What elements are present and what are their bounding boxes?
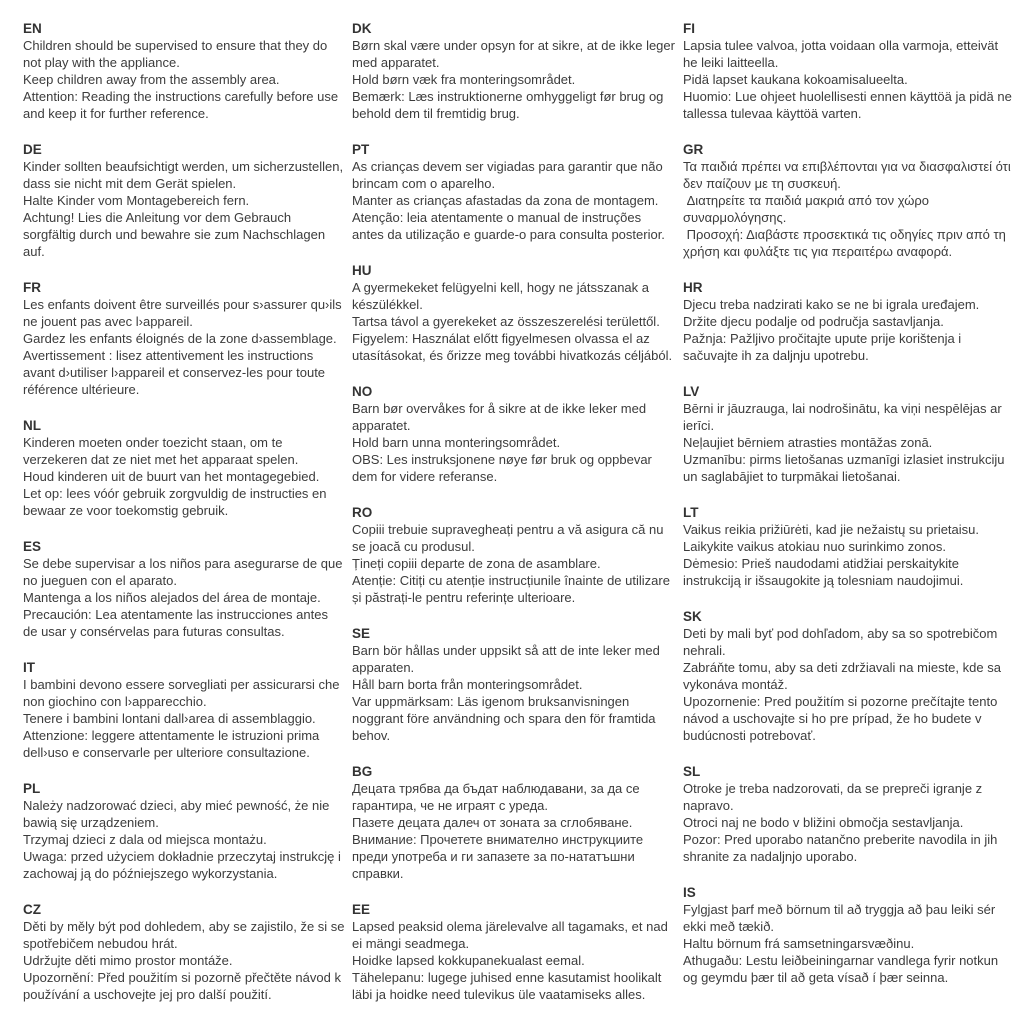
sentence: Houd kinderen uit de buurt van het montagegebied. — [23, 469, 320, 484]
sentence: Attention: Reading the instructions carefully before use and keep it for further reference. — [23, 89, 342, 121]
sentence: Fylgjast þarf með börnum til að tryggja að þau leiki sér ekki með tækið. — [683, 902, 999, 934]
lang-code-de: DE — [23, 142, 42, 157]
section-fr — [23, 279, 345, 398]
sentence: Lapsia tulee valvoa, jotta voidaan olla varmoja, etteivät he leiki laitteella. — [683, 38, 1002, 70]
sentence: As crianças devem ser vigiadas para garantir que não brincam com o aparelho. — [352, 159, 667, 191]
section-sl — [683, 763, 1013, 865]
column-1 — [23, 20, 349, 1022]
sentence: Børn skal være under opsyn for at sikre, at de ikke leger med apparatet. — [352, 38, 679, 70]
section-it — [23, 659, 345, 761]
sentence: Haltu börnum frá samsetningarsvæðinu. — [683, 936, 915, 951]
section-de — [23, 141, 345, 260]
sentence: Tenere i bambini lontani dall›area di assemblaggio. — [23, 711, 316, 726]
sentence: Athugaðu: Lestu leiðbeiningarnar vandlega fyrir notkun og geymdu þær til að geta vísað í þær seinna. — [683, 953, 1002, 985]
sentence: Пазете децата далеч от зоната за сглобяване. — [352, 815, 633, 830]
section-cz — [23, 901, 349, 1003]
sentence: Uzmanību: pirms lietošanas uzmanīgi izlasiet instrukciju un saglabājiet to turpmākai lietošanai. — [683, 452, 1009, 484]
lang-code-lt: LT — [683, 505, 699, 520]
sentence: Внимание: Прочетете внимателно инструкциите преди употреба и ги запазете за по-нататъшни справки. — [352, 832, 647, 881]
section-es — [23, 538, 345, 640]
sentence: Tartsa távol a gyerekeket az összeszerelési területtől. — [352, 314, 660, 329]
section-lt — [683, 504, 1013, 589]
sentence: Attenzione: leggere attentamente le istruzioni prima dell›uso e conservarle per ulteriore consultazione. — [23, 728, 323, 760]
sentence: Trzymaj dzieci z dala od miejsca montażu. — [23, 832, 267, 847]
sentence: Var uppmärksam: Läs igenom bruksanvisningen noggrant före användning och spara den för framtida behov. — [352, 694, 660, 743]
lang-code-hu: HU — [352, 263, 372, 278]
section-hu — [352, 262, 676, 364]
sentence: Les enfants doivent être surveillés pour s›assurer qu›ils ne jouent pas avec l›appareil. — [23, 297, 346, 329]
sentence: Barn bör hållas under uppsikt så att de inte leker med apparaten. — [352, 643, 664, 675]
sentence: Διατηρείτε τα παιδιά μακριά από τον χώρο συναρμολόγησης. — [683, 193, 933, 225]
lang-code-pt: PT — [352, 142, 370, 157]
lang-code-pl: PL — [23, 781, 41, 796]
section-lv — [683, 383, 1013, 485]
sentence: Kinderen moeten onder toezicht staan, om te verzekeren dat ze niet met het apparaat spelen. — [23, 435, 299, 467]
lang-code-nl: NL — [23, 418, 41, 433]
sentence: Țineți copiii departe de zona de asamblare. — [352, 556, 601, 571]
section-hr — [683, 279, 1013, 364]
lang-code-ro: RO — [352, 505, 373, 520]
sentence: Децата трябва да бъдат наблюдавани, за да се гарантира, че не играят с уреда. — [352, 781, 644, 813]
sentence: Keep children away from the assembly area. — [23, 72, 280, 87]
lang-code-it: IT — [23, 660, 35, 675]
sentence: Pažnja: Pažljivo pročitajte upute prije korištenja i sačuvajte ih za daljnju upotrebu. — [683, 331, 965, 363]
sentence: Lapsed peaksid olema järelevalve all tagamaks, et nad ei mängi seadmega. — [352, 919, 672, 951]
lang-code-fi: FI — [683, 21, 695, 36]
sentence: Atenție: Citiți cu atenție instrucțiunile înainte de utilizare și păstrați-le pentru referințe ulterioare. — [352, 573, 674, 605]
sentence: Neļaujiet bērniem atrasties montāžas zonā. — [683, 435, 933, 450]
sentence: Otroci naj ne bodo v bližini območja sestavljanja. — [683, 815, 964, 830]
sentence: Bērni ir jāuzrauga, lai nodrošinātu, ka viņi nespēlējas ar ierīci. — [683, 401, 1006, 433]
sentence: OBS: Les instruksjonene nøye før bruk og oppbevar dem for videre referanse. — [352, 452, 656, 484]
sentence: Należy nadzorować dzieci, aby mieć pewność, że nie bawią się urządzeniem. — [23, 798, 333, 830]
lang-code-fr: FR — [23, 280, 41, 295]
sentence: Children should be supervised to ensure that they do not play with the appliance. — [23, 38, 331, 70]
section-no — [352, 383, 676, 485]
column-3 — [683, 20, 1016, 1005]
section-bg — [352, 763, 676, 882]
section-dk — [352, 20, 679, 122]
sentence: Figyelem: Használat előtt figyelmesen olvassa el az utasításokat, és őrizze meg további hivatkozás céljából. — [352, 331, 673, 363]
sentence: Hoidke lapsed kokkupanekualast eemal. — [352, 953, 585, 968]
sentence: Uwaga: przed użyciem dokładnie przeczytaj instrukcję i zachowaj ją do późniejszego wykorzystania. — [23, 849, 345, 881]
lang-code-ee: EE — [352, 902, 371, 917]
sentence: Pidä lapset kaukana kokoamisalueelta. — [683, 72, 908, 87]
lang-code-gr: GR — [683, 142, 704, 157]
sentence: Halte Kinder vom Montagebereich fern. — [23, 193, 250, 208]
sentence: Vaikus reikia prižiūrėti, kad jie nežaistų su prietaisu. — [683, 522, 980, 537]
section-nl — [23, 417, 345, 519]
sentence: Dėmesio: Prieš naudodami atidžiai perskaitykite instrukciją ir išsaugokite ją tolesniam naudojimui. — [683, 556, 964, 588]
column-2 — [352, 20, 679, 1022]
lang-code-dk: DK — [352, 21, 372, 36]
sentence: Manter as crianças afastadas da zona de montagem. — [352, 193, 659, 208]
lang-code-se: SE — [352, 626, 371, 641]
sentence: Atenção: leia atentamente o manual de instruções antes da utilização e guarde-o para consulta posterior. — [352, 210, 665, 242]
lang-code-no: NO — [352, 384, 373, 399]
sentence: Barn bør overvåkes for å sikre at de ikke leker med apparatet. — [352, 401, 650, 433]
sentence: A gyermekeket felügyelni kell, hogy ne játsszanak a készülékkel. — [352, 280, 653, 312]
lang-code-bg: BG — [352, 764, 373, 779]
lang-code-cz: CZ — [23, 902, 41, 917]
sentence: Avertissement : lisez attentivement les instructions avant d›utiliser l›appareil et conservez-les pour toute référence ultérieure. — [23, 348, 329, 397]
lang-code-sl: SL — [683, 764, 701, 779]
sentence: Achtung! Lies die Anleitung vor dem Gebrauch sorgfältig durch und bewahre sie zum Nachschlagen auf. — [23, 210, 329, 259]
lang-code-sk: SK — [683, 609, 702, 624]
sentence: I bambini devono essere sorvegliati per assicurarsi che non giochino con l›apparecchio. — [23, 677, 344, 709]
sentence: Copiii trebuie supravegheați pentru a vă asigura că nu se joacă cu produsul. — [352, 522, 668, 554]
sentence: Zabráňte tomu, aby sa deti zdržiavali na mieste, kde sa vykonáva montáž. — [683, 660, 1005, 692]
sentence: Se debe supervisar a los niños para asegurarse de que no jueguen con el aparato. — [23, 556, 347, 588]
section-en — [23, 20, 345, 122]
sentence: Laikykite vaikus atokiau nuo surinkimo zonos. — [683, 539, 947, 554]
section-se — [352, 625, 676, 744]
sentence: Deti by mali byť pod dohľadom, aby sa so spotrebičom nehrali. — [683, 626, 1001, 658]
sentence: Udržujte děti mimo prostor montáže. — [23, 953, 233, 968]
sentence: Děti by měly být pod dohledem, aby se zajistilo, že si se spotřebičem nebudou hrát. — [23, 919, 349, 951]
sentence: Let op: lees vóór gebruik zorgvuldig de instructies en bewaar ze voor toekomstig gebruik. — [23, 486, 331, 518]
sentence: Hold barn unna monteringsområdet. — [352, 435, 561, 450]
sentence: Kinder sollten beaufsichtigt werden, um sicherzustellen, dass sie nicht mit dem Gerät spielen. — [23, 159, 347, 191]
sentence: Hold børn væk fra monteringsområdet. — [352, 72, 576, 87]
lang-code-lv: LV — [683, 384, 700, 399]
sentence: Djecu treba nadzirati kako se ne bi igrala uređajem. — [683, 297, 980, 312]
sentence: Προσοχή: Διαβάστε προσεκτικά τις οδηγίες πριν από τη χρήση και φυλάξτε τις για περαιτέρω αναφορά. — [683, 227, 1010, 259]
section-pl — [23, 780, 345, 882]
lang-code-is: IS — [683, 885, 696, 900]
section-fi — [683, 20, 1016, 122]
section-sk — [683, 608, 1013, 744]
sentence: Upozornenie: Pred použitím si pozorne prečítajte tento návod a uschovajte si ho pre prípad, že ho budete v budúcnosti potrebovať. — [683, 694, 1001, 743]
sentence: Precaución: Lea atentamente las instrucciones antes de usar y consérvelas para futuras consultas. — [23, 607, 332, 639]
sentence: Držite djecu podalje od područja sastavljanja. — [683, 314, 944, 329]
sentence: Τα παιδιά πρέπει να επιβλέπονται για να διασφαλιστεί ότι δεν παίζουν με τη συσκευή. — [683, 159, 1015, 191]
sentence: Otroke je treba nadzorovati, da se prepreči igranje z napravo. — [683, 781, 986, 813]
sentence: Håll barn borta från monteringsområdet. — [352, 677, 583, 692]
sentence: Huomio: Lue ohjeet huolellisesti ennen käyttöä ja pidä ne tallessa tulevaa käyttöä varten. — [683, 89, 1016, 121]
section-is — [683, 884, 1013, 986]
lang-code-es: ES — [23, 539, 42, 554]
sentence: Tähelepanu: lugege juhised enne kasutamist hoolikalt läbi ja hoidke need tulevikus üle vaatamiseks alles. — [352, 970, 665, 1002]
lang-code-en: EN — [23, 21, 42, 36]
sentence: Gardez les enfants éloignés de la zone d›assemblage. — [23, 331, 337, 346]
sentence: Mantenga a los niños alejados del área de montaje. — [23, 590, 321, 605]
lang-code-hr: HR — [683, 280, 703, 295]
sentence: Bemærk: Læs instruktionerne omhyggeligt før brug og behold dem til fremtidig brug. — [352, 89, 668, 121]
sentence: Upozornění: Před použitím si pozorně přečtěte návod k používání a uschovejte jej pro další použití. — [23, 970, 345, 1002]
section-ee — [352, 901, 676, 1003]
section-gr — [683, 141, 1013, 260]
sentence: Pozor: Pred uporabo natančno preberite navodila in jih shranite za nadaljnjo uporabo. — [683, 832, 1001, 864]
section-ro — [352, 504, 676, 606]
section-pt — [352, 141, 676, 243]
